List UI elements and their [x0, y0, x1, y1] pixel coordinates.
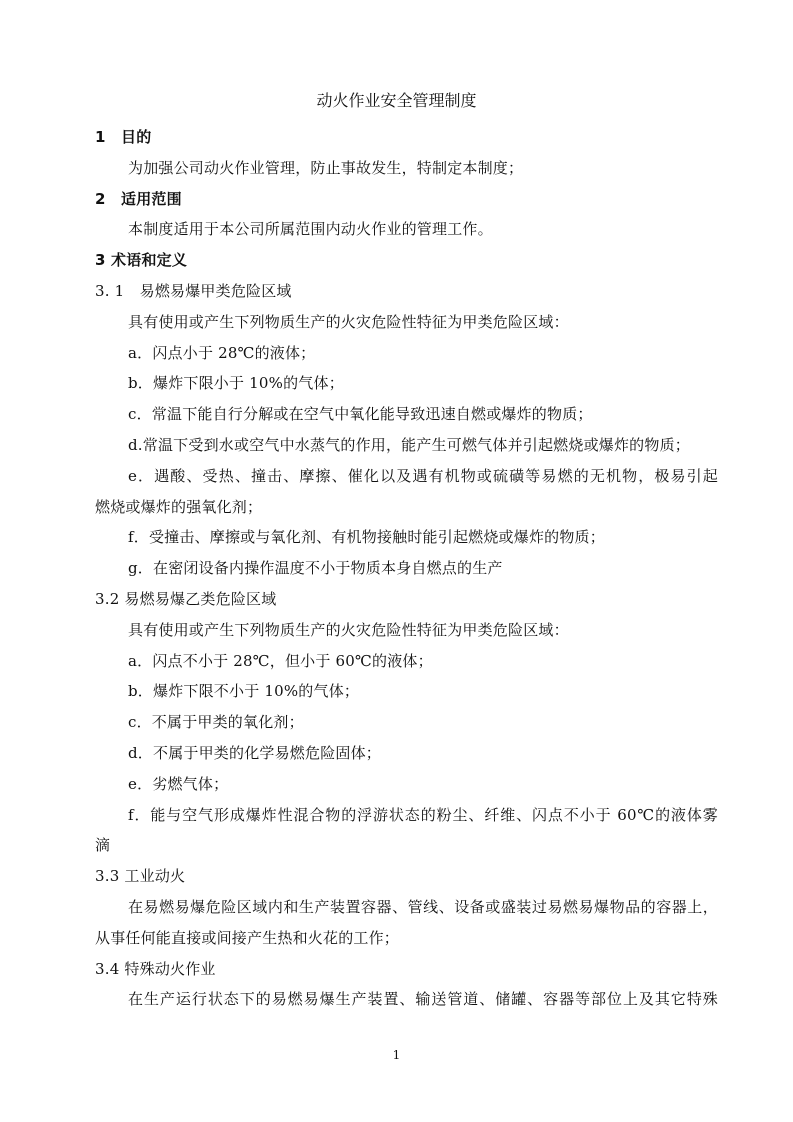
document-title: 动火作业安全管理制度	[316, 91, 477, 110]
paragraph-line: e．劣燃气体；	[128, 774, 229, 793]
page-number: 1	[392, 1048, 401, 1062]
paragraph-continuation: 燃烧或爆炸的强氧化剂；	[95, 497, 263, 516]
paragraph-line: d.常温下受到水或空气中水蒸气的作用，能产生可燃气体并引起燃烧或爆炸的物质；	[128, 436, 690, 454]
paragraph-line: 本制度适用于本公司所属范围内动火作业的管理工作。	[128, 220, 493, 239]
paragraph-line: e．遇酸、受热、撞击、摩擦、催化以及遇有机物或硫磺等易燃的无机物，极易引起	[128, 466, 718, 485]
section-heading	[95, 189, 182, 209]
subsection-heading: 3.4 特殊动火作业	[95, 959, 216, 978]
section-title: 适用范围	[121, 189, 182, 208]
paragraph-line: b．爆炸下限不小于 10%的气体；	[128, 682, 360, 701]
paragraph-line: 为加强公司动火作业管理，防止事故发生，特制定本制度；	[128, 158, 524, 177]
paragraph-line: d．不属于甲类的化学易燃危险固体；	[128, 744, 382, 762]
paragraph-line: f．受撞击、摩擦或与氧化剂、有机物接触时能引起燃烧或爆炸的物质；	[128, 528, 605, 547]
section-number: 2	[95, 189, 106, 208]
subsection-heading: 3.3 工业动火	[95, 867, 186, 886]
paragraph-line: a．闪点小于 28℃的液体；	[128, 343, 316, 362]
paragraph-continuation: 从事任何能直接或间接产生热和火花的工作；	[95, 928, 400, 947]
paragraph-line: 具有使用或产生下列物质生产的火灾危险性特征为甲类危险区域：	[128, 620, 569, 639]
section-heading	[95, 127, 151, 147]
paragraph-line: 在易燃易爆危险区域内和生产装置容器、管线、设备或盛装过易燃易爆物品的容器上，	[128, 898, 718, 916]
paragraph-line: a．闪点不小于 28℃，但小于 60℃的液体；	[128, 651, 433, 670]
paragraph-line: 具有使用或产生下列物质生产的火灾危险性特征为甲类危险区域：	[128, 312, 569, 331]
paragraph-line: g．在密闭设备内操作温度不小于物质本身自燃点的生产	[128, 559, 503, 578]
paragraph-line: f．能与空气形成爆炸性混合物的浮游状态的粉尘、纤维、闪点不小于 60℃的液体雾	[128, 805, 718, 824]
section-number: 1	[95, 128, 106, 146]
paragraph-line: c．不属于甲类的氧化剂；	[128, 713, 304, 732]
section-title: 目的	[121, 128, 152, 146]
paragraph-line: c．常温下能自行分解或在空气中氧化能导致迅速自燃或爆炸的物质；	[128, 405, 593, 424]
paragraph-line: 在生产运行状态下的易燃易爆生产装置、输送管道、储罐、容器等部位上及其它特殊	[128, 990, 718, 1009]
section-heading: 3 术语和定义	[95, 251, 188, 270]
subsection-heading: 3. 1 易燃易爆甲类危险区域	[95, 282, 292, 300]
subsection-heading: 3.2 易燃易爆乙类危险区域	[95, 590, 277, 608]
paragraph-line: b．爆炸下限小于 10%的气体；	[128, 374, 344, 393]
paragraph-continuation: 滴	[95, 836, 111, 855]
